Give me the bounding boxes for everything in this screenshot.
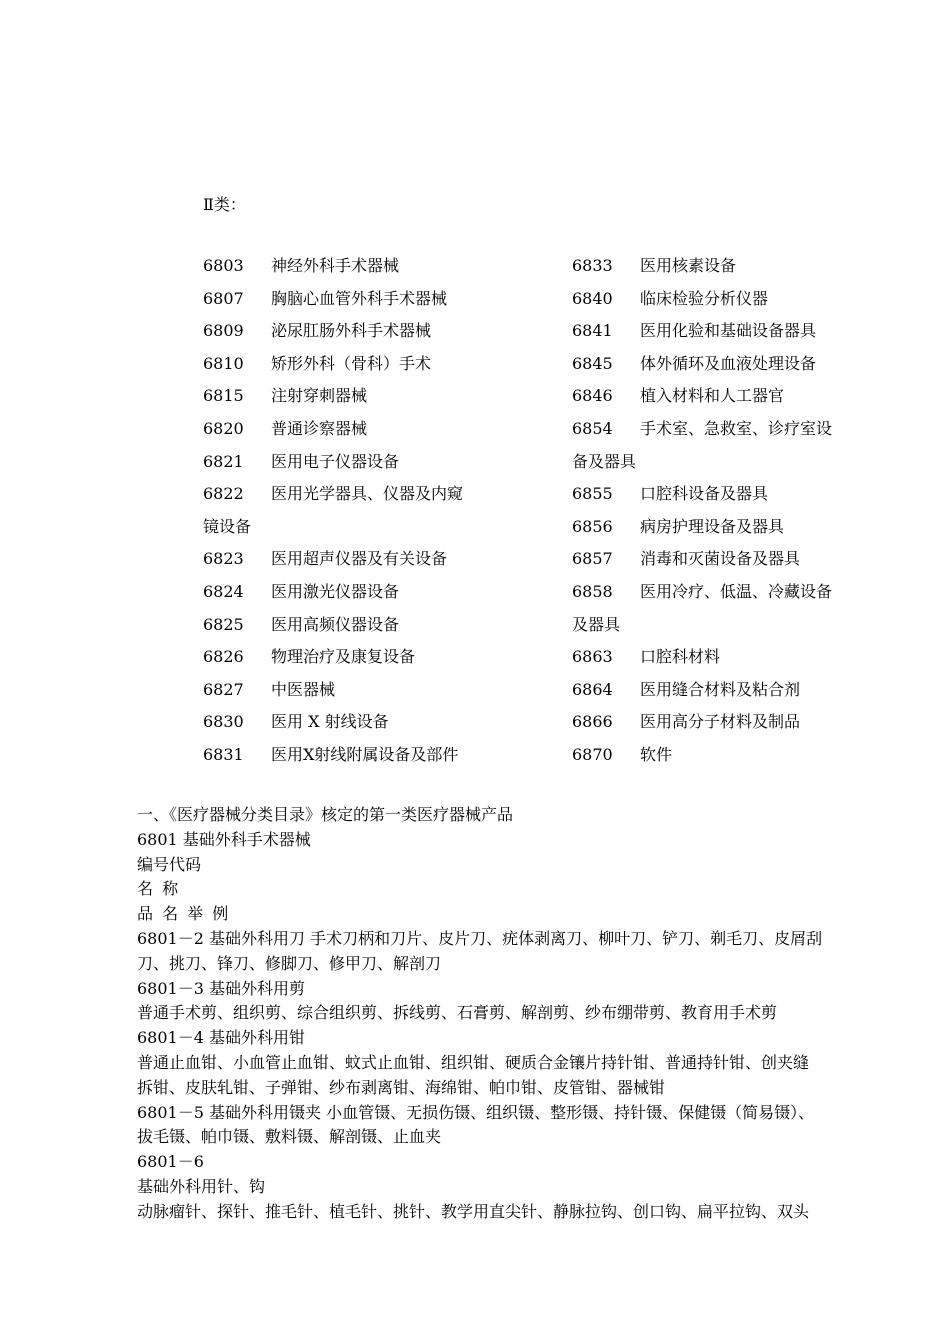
body-line: 名 称 — [137, 879, 181, 899]
body-line: 6801－5 基础外科用镊夹 小血管镊、无损伤镊、组织镊、整形镊、持针镊、保健镊（简易镊）、 — [137, 1102, 815, 1122]
category-name: 软件 — [640, 744, 673, 764]
body-line: 基础外科用针、钩 — [137, 1176, 266, 1196]
body-line: 6801－4 基础外科用钳 — [137, 1028, 305, 1048]
category-name: 医用光学器具、仪器及内窥 — [271, 484, 464, 504]
category-code: 6854 — [572, 418, 613, 438]
category-row — [572, 380, 852, 413]
category-row — [572, 576, 852, 609]
category-row — [203, 609, 503, 642]
category-row — [203, 739, 503, 772]
category-code: 6824 — [203, 581, 244, 601]
category-code: 6810 — [203, 353, 244, 373]
left-category-column — [203, 250, 503, 772]
category-code: 6840 — [572, 288, 613, 308]
category-row — [203, 348, 503, 381]
right-category-column — [572, 250, 852, 772]
body-line: 6801 基础外科手术器械 — [137, 829, 311, 849]
category-name: 胸脑心血管外科手术器械 — [271, 288, 448, 308]
body-line: 普通手术剪、组织剪、综合组织剪、拆线剪、石膏剪、解剖剪、纱布绷带剪、教育用手术剪 — [137, 1003, 778, 1023]
category-code: 6826 — [203, 647, 244, 667]
class-heading: Ⅱ类： — [203, 195, 246, 214]
category-code: 6823 — [203, 549, 244, 569]
category-name: 临床检验分析仪器 — [640, 288, 769, 308]
category-name: 普通诊察器械 — [271, 418, 368, 438]
category-code: 6866 — [572, 712, 613, 732]
body-line: 拆钳、皮肤轧钳、子弹钳、纱布剥离钳、海绵钳、帕巾钳、皮管钳、器械钳 — [137, 1077, 666, 1097]
category-name: 物理治疗及康复设备 — [271, 647, 416, 667]
body-line: 品 名 举 例 — [137, 904, 231, 924]
category-code: 6820 — [203, 418, 244, 438]
category-row — [572, 413, 852, 446]
category-row — [203, 543, 503, 576]
category-row — [203, 511, 503, 544]
category-name-continuation: 及器具 — [572, 614, 621, 634]
category-row — [203, 674, 503, 707]
category-code: 6821 — [203, 451, 244, 471]
category-code: 6809 — [203, 321, 244, 341]
category-name: 医用核素设备 — [640, 256, 737, 275]
category-row — [572, 446, 852, 479]
category-code: 6815 — [203, 386, 244, 406]
body-line: 动脉瘤针、探针、推毛针、植毛针、挑针、教学用直尖针、静脉拉钩、创口钩、扁平拉钩、双头 — [137, 1201, 810, 1221]
category-row — [203, 446, 503, 479]
category-row — [203, 641, 503, 674]
category-code: 6833 — [572, 256, 613, 275]
category-code: 6827 — [203, 679, 244, 699]
category-name: 神经外科手术器械 — [271, 256, 400, 275]
category-code: 6845 — [572, 353, 613, 373]
category-name: 医用化验和基础设备器具 — [640, 321, 817, 341]
body-line: 6801－2 基础外科用刀 手术刀柄和刀片、皮片刀、疣体剥离刀、柳叶刀、铲刀、剃毛刀、皮屑刮 — [137, 928, 823, 948]
category-code: 6858 — [572, 581, 613, 601]
category-name: 医用高分子材料及制品 — [640, 712, 801, 732]
category-row — [572, 609, 852, 642]
category-name: 体外循环及血液处理设备 — [640, 353, 817, 373]
category-row — [572, 478, 852, 511]
body-text — [137, 803, 847, 1225]
category-code: 6857 — [572, 549, 613, 569]
category-row — [203, 380, 503, 413]
category-name-continuation: 镜设备 — [203, 516, 252, 536]
category-row — [572, 706, 852, 739]
category-row — [572, 283, 852, 316]
category-row — [572, 543, 852, 576]
category-row — [203, 283, 503, 316]
category-name: 矫形外科（骨科）手术 — [271, 353, 432, 373]
body-line: 编号代码 — [137, 854, 202, 874]
category-code: 6822 — [203, 484, 244, 504]
category-row — [572, 315, 852, 348]
category-code: 6830 — [203, 712, 244, 732]
category-row — [572, 739, 852, 772]
category-name: 医用冷疗、低温、冷藏设备 — [640, 581, 833, 601]
category-code: 6825 — [203, 614, 244, 634]
category-name: 医用X射线附属设备及部件 — [271, 744, 459, 764]
category-code: 6803 — [203, 256, 244, 275]
category-name: 消毒和灭菌设备及器具 — [640, 549, 801, 569]
category-code: 6856 — [572, 516, 613, 536]
category-row — [203, 706, 503, 739]
category-code: 6870 — [572, 744, 613, 764]
category-name: 医用缝合材料及粘合剂 — [640, 679, 801, 699]
category-name: 医用电子仪器设备 — [271, 451, 400, 471]
category-row — [572, 511, 852, 544]
category-code: 6807 — [203, 288, 244, 308]
body-line: 6801－3 基础外科用剪 — [137, 978, 305, 998]
category-row — [203, 413, 503, 446]
category-name: 泌尿肛肠外科手术器械 — [271, 321, 432, 341]
category-name: 医用激光仪器设备 — [271, 581, 400, 601]
body-line: 普通止血钳、小血管止血钳、蚊式止血钳、组织钳、硬质合金镶片持针钳、普通持针钳、创夹缝 — [137, 1052, 810, 1072]
body-line: 6801－6 — [137, 1152, 204, 1172]
category-row — [203, 478, 503, 511]
category-row — [572, 348, 852, 381]
body-line: 一、《医疗器械分类目录》核定的第一类医疗器械产品 — [137, 805, 514, 824]
category-name: 手术室、急救室、诊疗室设 — [640, 418, 833, 438]
category-row — [572, 250, 852, 283]
category-row — [572, 641, 852, 674]
category-name-continuation: 备及器具 — [572, 451, 637, 471]
category-code: 6864 — [572, 679, 613, 699]
category-code: 6846 — [572, 386, 613, 406]
category-row — [203, 315, 503, 348]
category-name: 口腔科材料 — [640, 647, 721, 667]
category-name: 医用高频仪器设备 — [271, 614, 400, 634]
category-name: 医用 X 射线设备 — [271, 712, 389, 732]
category-name: 植入材料和人工器官 — [640, 386, 785, 406]
category-code: 6855 — [572, 484, 613, 504]
category-name: 医用超声仪器及有关设备 — [271, 549, 448, 569]
category-code: 6831 — [203, 744, 244, 764]
category-row — [203, 250, 503, 283]
category-name: 注射穿刺器械 — [271, 386, 368, 406]
category-name: 口腔科设备及器具 — [640, 484, 769, 504]
body-line: 拔毛镊、帕巾镊、敷料镊、解剖镊、止血夹 — [137, 1127, 442, 1147]
category-name: 病房护理设备及器具 — [640, 516, 785, 536]
category-name: 中医器械 — [271, 679, 336, 699]
category-code: 6841 — [572, 321, 613, 341]
body-line: 刀、挑刀、锋刀、修脚刀、修甲刀、解剖刀 — [137, 953, 442, 973]
category-row — [572, 674, 852, 707]
category-row — [203, 576, 503, 609]
category-code: 6863 — [572, 647, 613, 667]
